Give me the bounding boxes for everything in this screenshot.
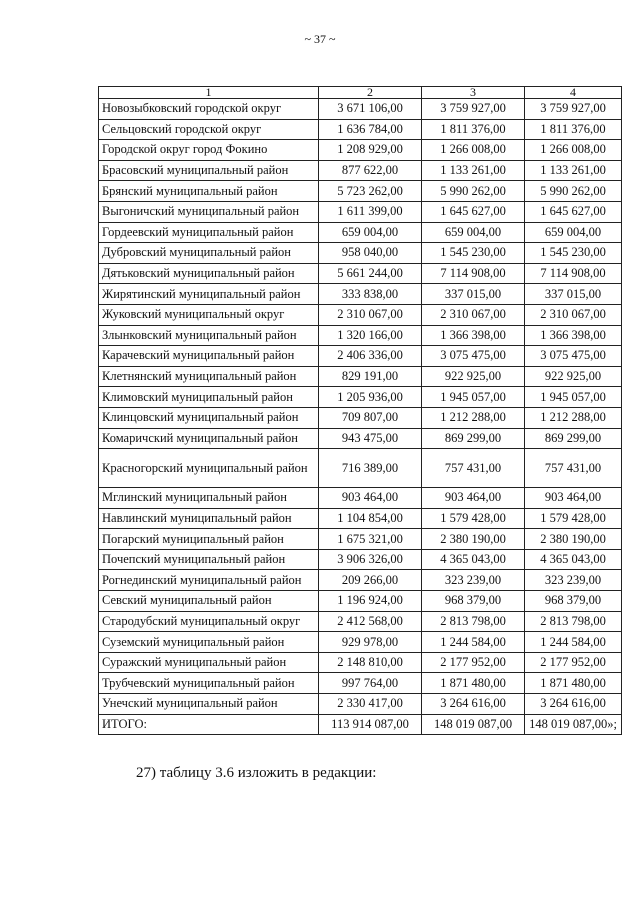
amount-cell: 1 212 288,00: [422, 407, 525, 428]
region-name-cell: Карачевский муниципальный район: [99, 346, 319, 367]
amount-cell: 1 579 428,00: [525, 508, 622, 529]
table-row: [99, 632, 622, 653]
amount-cell: 1 104 854,00: [319, 508, 422, 529]
amount-cell: 2 177 952,00: [525, 652, 622, 673]
table-row: [99, 611, 622, 632]
region-name-cell: Стародубский муниципальный округ: [99, 611, 319, 632]
amount-cell: 5 723 262,00: [319, 181, 422, 202]
table-row: [99, 449, 622, 488]
amount-cell: 869 299,00: [422, 428, 525, 449]
amount-cell: 903 464,00: [525, 488, 622, 509]
amount-cell: 3 759 927,00: [525, 99, 622, 120]
amount-cell: 1 945 057,00: [525, 387, 622, 408]
region-name-cell: Злынковский муниципальный район: [99, 325, 319, 346]
amount-cell: 3 264 616,00: [525, 694, 622, 715]
region-name-cell: Климовский муниципальный район: [99, 387, 319, 408]
amount-cell: 659 004,00: [319, 222, 422, 243]
region-name-cell: Почепский муниципальный район: [99, 549, 319, 570]
table-row: [99, 284, 622, 305]
amount-cell: 1 133 261,00: [525, 160, 622, 181]
table-row: [99, 428, 622, 449]
amount-cell: 1 871 480,00: [422, 673, 525, 694]
amount-cell: 716 389,00: [319, 449, 422, 488]
amount-cell: 1 645 627,00: [525, 201, 622, 222]
amount-cell: 1 133 261,00: [422, 160, 525, 181]
table-row: [99, 508, 622, 529]
table-row: [99, 346, 622, 367]
region-name-cell: Новозыбковский городской округ: [99, 99, 319, 120]
region-name-cell: Жуковский муниципальный округ: [99, 304, 319, 325]
table-row: [99, 366, 622, 387]
table-row: [99, 119, 622, 140]
amount-cell: 958 040,00: [319, 243, 422, 264]
amount-cell: 333 838,00: [319, 284, 422, 305]
amount-cell: 148 019 087,00: [422, 714, 525, 735]
amount-cell: 2 412 568,00: [319, 611, 422, 632]
amount-cell: 3 264 616,00: [422, 694, 525, 715]
table-row: [99, 591, 622, 612]
amount-cell: 1 545 230,00: [525, 243, 622, 264]
amount-cell: 5 990 262,00: [525, 181, 622, 202]
amount-cell: 209 266,00: [319, 570, 422, 591]
amount-cell: 929 978,00: [319, 632, 422, 653]
amount-cell: 337 015,00: [422, 284, 525, 305]
amount-cell: 323 239,00: [525, 570, 622, 591]
amount-cell: 1 636 784,00: [319, 119, 422, 140]
amount-cell: 877 622,00: [319, 160, 422, 181]
amount-cell: 1 811 376,00: [525, 119, 622, 140]
region-name-cell: Сельцовский городской округ: [99, 119, 319, 140]
amount-cell: 7 114 908,00: [525, 263, 622, 284]
amount-cell: 148 019 087,00»;: [525, 714, 622, 735]
table-row: [99, 222, 622, 243]
amount-cell: 2 177 952,00: [422, 652, 525, 673]
table-row: [99, 570, 622, 591]
region-name-cell: Мглинский муниципальный район: [99, 488, 319, 509]
table-row: [99, 325, 622, 346]
table-row: [99, 529, 622, 550]
table-row: [99, 181, 622, 202]
amount-cell: 709 807,00: [319, 407, 422, 428]
amount-cell: 1 871 480,00: [525, 673, 622, 694]
region-name-cell: Клетнянский муниципальный район: [99, 366, 319, 387]
amount-cell: 1 266 008,00: [422, 140, 525, 161]
amount-cell: 113 914 087,00: [319, 714, 422, 735]
amount-cell: 3 906 326,00: [319, 549, 422, 570]
table-row: [99, 263, 622, 284]
amount-cell: 5 990 262,00: [422, 181, 525, 202]
amount-cell: 922 925,00: [525, 366, 622, 387]
region-name-cell: Дубровский муниципальный район: [99, 243, 319, 264]
region-name-cell: Унечский муниципальный район: [99, 694, 319, 715]
region-name-cell: Брянский муниципальный район: [99, 181, 319, 202]
amount-cell: 2 148 810,00: [319, 652, 422, 673]
amount-cell: 1 366 398,00: [525, 325, 622, 346]
amount-cell: 2 380 190,00: [525, 529, 622, 550]
amount-cell: 869 299,00: [525, 428, 622, 449]
region-name-cell: Суражский муниципальный район: [99, 652, 319, 673]
region-name-cell: Выгоничский муниципальный район: [99, 201, 319, 222]
amount-cell: 659 004,00: [525, 222, 622, 243]
amount-cell: 1 611 399,00: [319, 201, 422, 222]
region-name-cell: Комаричский муниципальный район: [99, 428, 319, 449]
table-row: [99, 140, 622, 161]
budget-table-body: [99, 87, 622, 735]
amount-cell: 2 310 067,00: [319, 304, 422, 325]
amount-cell: 3 759 927,00: [422, 99, 525, 120]
header-cell: 1: [99, 87, 319, 99]
amount-cell: 1 366 398,00: [422, 325, 525, 346]
region-name-cell: Красногорский муниципальный район: [99, 449, 319, 488]
amount-cell: 4 365 043,00: [525, 549, 622, 570]
table-row: [99, 549, 622, 570]
amount-cell: 1 320 166,00: [319, 325, 422, 346]
amount-cell: 2 813 798,00: [525, 611, 622, 632]
amount-cell: 1 645 627,00: [422, 201, 525, 222]
header-cell: 4: [525, 87, 622, 99]
region-name-cell: ИТОГО:: [99, 714, 319, 735]
amount-cell: 7 114 908,00: [422, 263, 525, 284]
amount-cell: 922 925,00: [422, 366, 525, 387]
amount-cell: 1 811 376,00: [422, 119, 525, 140]
table-row: [99, 304, 622, 325]
table-row: [99, 407, 622, 428]
amount-cell: 1 196 924,00: [319, 591, 422, 612]
region-name-cell: Брасовский муниципальный район: [99, 160, 319, 181]
amount-cell: 3 075 475,00: [525, 346, 622, 367]
amount-cell: 1 244 584,00: [422, 632, 525, 653]
region-name-cell: Жирятинский муниципальный район: [99, 284, 319, 305]
amount-cell: 2 310 067,00: [525, 304, 622, 325]
region-name-cell: Суземский муниципальный район: [99, 632, 319, 653]
amount-cell: 968 379,00: [422, 591, 525, 612]
amount-cell: 1 205 936,00: [319, 387, 422, 408]
budget-table: [98, 86, 622, 735]
amount-cell: 829 191,00: [319, 366, 422, 387]
table-row: [99, 99, 622, 120]
amount-cell: 1 208 929,00: [319, 140, 422, 161]
amount-cell: 1 244 584,00: [525, 632, 622, 653]
region-name-cell: Городской округ город Фокино: [99, 140, 319, 161]
table-row: [99, 652, 622, 673]
amount-cell: 2 330 417,00: [319, 694, 422, 715]
table-row: [99, 387, 622, 408]
amount-cell: 943 475,00: [319, 428, 422, 449]
region-name-cell: Клинцовский муниципальный район: [99, 407, 319, 428]
table-row: [99, 673, 622, 694]
header-cell: 2: [319, 87, 422, 99]
table-row: [99, 694, 622, 715]
region-name-cell: Гордеевский муниципальный район: [99, 222, 319, 243]
amount-cell: 757 431,00: [422, 449, 525, 488]
amount-cell: 3 075 475,00: [422, 346, 525, 367]
table-row: [99, 160, 622, 181]
amount-cell: 4 365 043,00: [422, 549, 525, 570]
amount-cell: 1 545 230,00: [422, 243, 525, 264]
amount-cell: 1 266 008,00: [525, 140, 622, 161]
table-row: [99, 488, 622, 509]
page-number: ~ 37 ~: [304, 32, 336, 46]
table-total-row: [99, 714, 622, 735]
amount-cell: 1 675 321,00: [319, 529, 422, 550]
table-row: [99, 243, 622, 264]
amount-cell: 1 212 288,00: [525, 407, 622, 428]
region-name-cell: Рогнединский муниципальный район: [99, 570, 319, 591]
header-cell: 3: [422, 87, 525, 99]
region-name-cell: Севский муниципальный район: [99, 591, 319, 612]
amount-cell: 903 464,00: [319, 488, 422, 509]
amount-cell: 659 004,00: [422, 222, 525, 243]
region-name-cell: Трубчевский муниципальный район: [99, 673, 319, 694]
amount-cell: 968 379,00: [525, 591, 622, 612]
amount-cell: 3 671 106,00: [319, 99, 422, 120]
amount-cell: 2 380 190,00: [422, 529, 525, 550]
amount-cell: 2 310 067,00: [422, 304, 525, 325]
region-name-cell: Погарский муниципальный район: [99, 529, 319, 550]
amount-cell: 903 464,00: [422, 488, 525, 509]
amount-cell: 997 764,00: [319, 673, 422, 694]
amount-cell: 1 579 428,00: [422, 508, 525, 529]
amount-cell: 2 813 798,00: [422, 611, 525, 632]
table-row: [99, 201, 622, 222]
table-header-row: [99, 87, 622, 99]
instruction-text: 27) таблицу 3.6 изложить в редакции:: [136, 765, 377, 781]
region-name-cell: Дятьковский муниципальный район: [99, 263, 319, 284]
amount-cell: 5 661 244,00: [319, 263, 422, 284]
amount-cell: 323 239,00: [422, 570, 525, 591]
amount-cell: 1 945 057,00: [422, 387, 525, 408]
amount-cell: 2 406 336,00: [319, 346, 422, 367]
amount-cell: 757 431,00: [525, 449, 622, 488]
region-name-cell: Навлинский муниципальный район: [99, 508, 319, 529]
amount-cell: 337 015,00: [525, 284, 622, 305]
